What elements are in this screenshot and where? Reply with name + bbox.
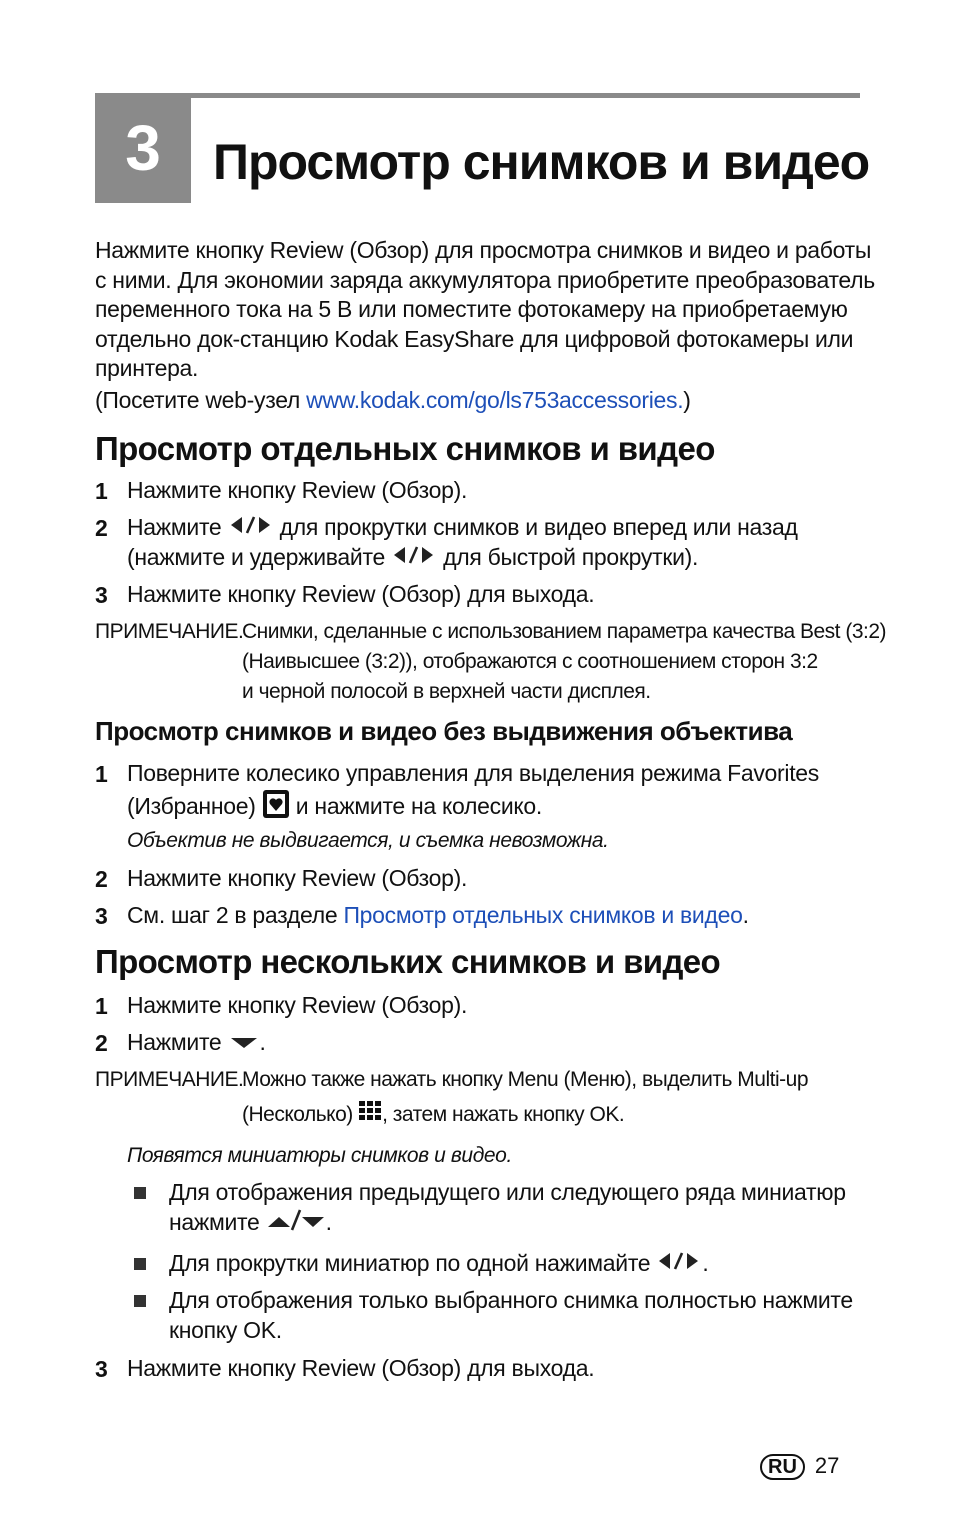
step-text-part: Нажмите bbox=[127, 514, 222, 540]
left-right-arrows-icon bbox=[656, 1250, 702, 1280]
visit-line bbox=[95, 386, 691, 416]
visit-prefix: (Посетите web-узел bbox=[95, 387, 307, 413]
step-number: 2 bbox=[95, 515, 108, 541]
bullet-text: кнопку OK. bbox=[169, 1317, 282, 1343]
bullet-marker bbox=[134, 1295, 146, 1307]
bullet-marker bbox=[134, 1258, 146, 1270]
result-text: Объектив не выдвигается, и съемка невозможна. bbox=[127, 829, 609, 852]
step-text-part: См. шаг 2 в разделе bbox=[127, 902, 344, 928]
step-text: Нажмите кнопку Review (Обзор). bbox=[127, 865, 468, 891]
step-number: 3 bbox=[95, 582, 108, 608]
bullet-text: Для отображения только выбранного снимка полностью нажмите bbox=[169, 1287, 853, 1313]
intro-line: принтера. bbox=[95, 355, 199, 381]
bullet-text-part: нажмите bbox=[169, 1209, 260, 1235]
bullet-text: Для отображения предыдущего или следующего ряда миниатюр bbox=[169, 1179, 846, 1205]
note-label: ПРИМЕЧАНИЕ. bbox=[95, 620, 244, 643]
step-number: 1 bbox=[95, 478, 108, 504]
chapter-rule bbox=[95, 93, 860, 98]
accessories-link[interactable]: www.kodak.com/go/ls753accessories. bbox=[306, 387, 684, 413]
bullet-text-part: Для прокрутки миниатюр по одной нажимайте bbox=[169, 1250, 651, 1276]
section-title-multi: Просмотр нескольких снимков и видео bbox=[95, 943, 721, 980]
note-text: Снимки, сделанные с использованием параметра качества Best (3:2) bbox=[242, 620, 886, 643]
step-number: 3 bbox=[95, 903, 108, 929]
step-text: Поверните колесико управления для выделения режима Favorites bbox=[127, 760, 820, 786]
step-text-part: (нажмите и удерживайте bbox=[127, 544, 385, 570]
note-label: ПРИМЕЧАНИЕ. bbox=[95, 1068, 244, 1091]
down-arrow-icon bbox=[228, 1029, 260, 1059]
page-footer bbox=[760, 1453, 839, 1480]
visit-suffix: ) bbox=[683, 387, 691, 413]
intro-line: переменного тока на 5 В или поместите фотокамеру на приобретаемую bbox=[95, 296, 848, 322]
page-number: 27 bbox=[814, 1453, 840, 1478]
note-text-part: , затем нажать кнопку OK. bbox=[382, 1103, 625, 1127]
step-text-part: для прокрутки снимков и видео вперед или назад bbox=[279, 514, 798, 540]
step-text-part: . bbox=[259, 1029, 266, 1055]
step-text bbox=[127, 789, 542, 827]
page-title: Просмотр снимков и видео bbox=[213, 134, 870, 190]
language-badge: RU bbox=[760, 1454, 805, 1480]
intro-line: с ними. Для экономии заряда аккумулятора приобретите преобразователь bbox=[95, 266, 875, 293]
multi-up-icon bbox=[358, 1098, 382, 1133]
intro-line: отдельно док-станцию Kodak EasyShare для цифровой фотокамеры или bbox=[95, 325, 854, 352]
step-number: 3 bbox=[95, 1356, 108, 1382]
intro-paragraph bbox=[95, 236, 875, 384]
bullet-text bbox=[169, 1208, 332, 1240]
left-right-arrows-icon bbox=[228, 514, 274, 544]
note-text-part: (Несколько) bbox=[242, 1103, 353, 1127]
step-text-part: Нажмите bbox=[127, 1029, 222, 1055]
note-text: (Наивысшее (3:2)), отображаются с соотношением сторон 3:2 bbox=[242, 650, 818, 673]
step-text-part: (Избранное) bbox=[127, 792, 256, 819]
note-text: Можно также нажать кнопку Menu (Меню), выделить Multi-up bbox=[242, 1068, 808, 1091]
left-right-arrows-icon bbox=[391, 544, 437, 574]
bullet-text-part: . bbox=[702, 1250, 709, 1276]
step-text-part: и нажмите на колесико. bbox=[295, 792, 542, 819]
intro-line: Нажмите кнопку Review (Обзор) для просмотра снимков и видео и работы bbox=[95, 237, 872, 263]
note-text bbox=[242, 1098, 624, 1133]
bullet-marker bbox=[134, 1187, 146, 1199]
step-number: 2 bbox=[95, 1030, 108, 1056]
section-title-single: Просмотр отдельных снимков и видео bbox=[95, 430, 715, 467]
step-text bbox=[127, 901, 749, 931]
step-text-part: для быстрой прокрутки). bbox=[443, 544, 699, 570]
step-text: Нажмите кнопку Review (Обзор). bbox=[127, 992, 468, 1018]
step-number: 2 bbox=[95, 866, 108, 892]
bullet-text bbox=[169, 1249, 708, 1280]
step-number: 1 bbox=[95, 993, 108, 1019]
step-text bbox=[127, 513, 798, 544]
note-text: и черной полосой в верхней части дисплея. bbox=[242, 680, 651, 703]
step-text: Нажмите кнопку Review (Обзор) для выхода. bbox=[127, 581, 595, 607]
step-number: 1 bbox=[95, 761, 108, 787]
step-text: Нажмите кнопку Review (Обзор) для выхода. bbox=[127, 1355, 595, 1381]
result-text: Появятся миниатюры снимков и видео. bbox=[127, 1144, 512, 1167]
subsection-title: Просмотр снимков и видео без выдвижения объектива bbox=[95, 716, 793, 746]
favorites-icon bbox=[262, 789, 290, 827]
step-text-part: . bbox=[742, 902, 749, 928]
up-down-arrows-icon bbox=[266, 1208, 326, 1240]
bullet-text-part: . bbox=[325, 1209, 332, 1235]
step-text: Нажмите кнопку Review (Обзор). bbox=[127, 477, 468, 503]
step-text bbox=[127, 543, 698, 574]
section-link[interactable]: Просмотр отдельных снимков и видео bbox=[343, 902, 743, 928]
step-text bbox=[127, 1028, 266, 1059]
chapter-number: 3 bbox=[95, 93, 191, 203]
